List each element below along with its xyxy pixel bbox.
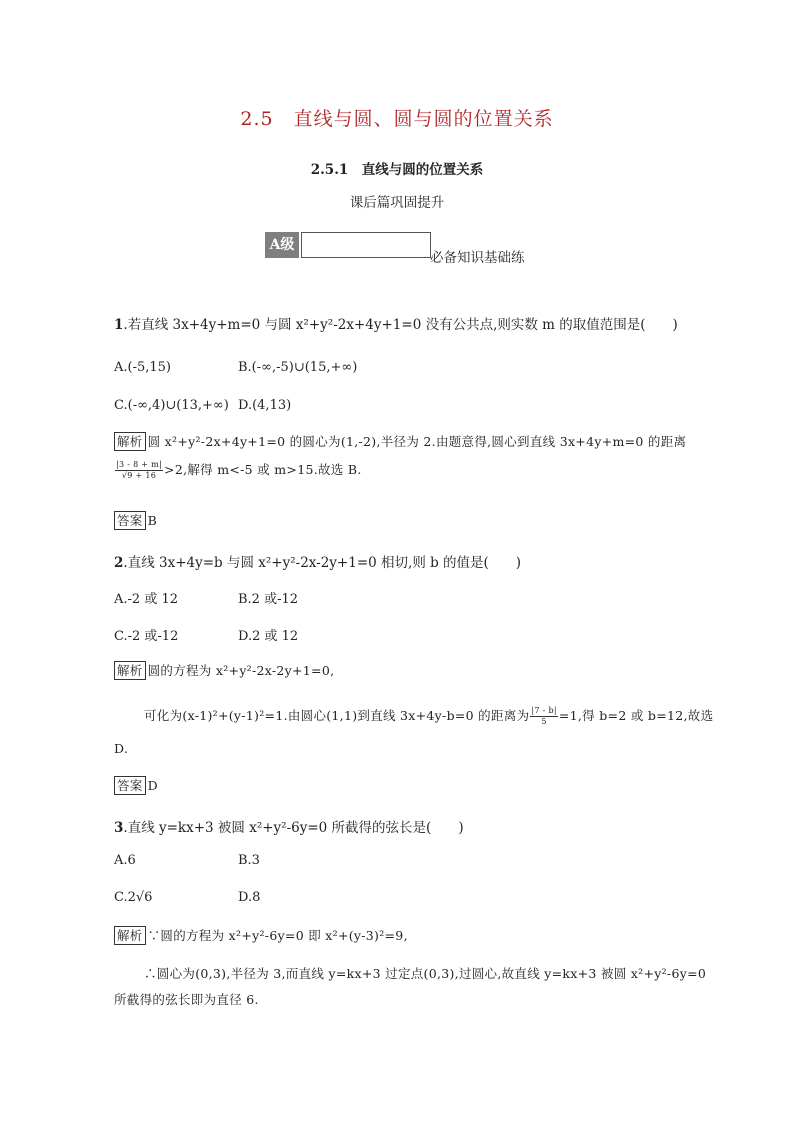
analysis-text: 可化为(x-1)²+(y-1)²=1.由圆心(1,1)到直线 3x+4y-b=0 的距离为 — [144, 708, 530, 723]
subheading: 课后篇巩固提升 — [349, 195, 445, 211]
q3-analysis-line3: 所截得的弦长即为直径 6. — [114, 992, 259, 1007]
answer-tag: 答案 — [114, 776, 146, 795]
level-label: A级 — [265, 232, 299, 258]
analysis-text: =1,得 b=2 或 b=12,故选 — [558, 708, 714, 723]
q2-option-c: C.-2 或-12 — [114, 629, 179, 644]
level-box — [265, 232, 429, 258]
q3-option-b: B.3 — [238, 853, 260, 868]
question-2-stem — [114, 551, 521, 571]
analysis-tag: 解析 — [114, 432, 146, 451]
q2-analysis-line1 — [114, 661, 334, 680]
fraction-denominator: √9 + 16 — [121, 471, 157, 480]
level-blank — [301, 232, 431, 258]
q2-answer — [114, 776, 158, 795]
question-number: 1 — [114, 317, 124, 333]
chapter-title: 2.5 直线与圆、圆与圆的位置关系 — [240, 108, 554, 130]
analysis-text: 圆 x²+y²-2x+4y+1=0 的圆心为(1,-2),半径为 2.由题意得,圆心到直线 3x+4y+m=0 的距离 — [147, 434, 687, 449]
q1-option-a: A.(-5,15) — [114, 360, 172, 375]
q3-analysis-line1 — [114, 926, 408, 945]
q2-option-b: B.2 或-12 — [238, 592, 299, 607]
question-text: .若直线 3x+4y+m=0 与圆 x²+y²-2x+4y+1=0 没有公共点,则实数 m 的取值范围是( ) — [123, 317, 678, 333]
q1-answer — [114, 511, 157, 530]
q2-option-d: D.2 或 12 — [238, 629, 299, 644]
analysis-text: >2,解得 m<-5 或 m>15.故选 B. — [164, 462, 362, 477]
level-text: 必备知识基础练 — [430, 250, 525, 266]
fraction-numerator: |7 - b| — [531, 706, 557, 715]
q1-analysis-line1 — [114, 432, 686, 451]
answer-value: B — [147, 513, 158, 528]
distance-fraction — [530, 706, 558, 727]
fraction-numerator: |3 - 8 + m| — [116, 460, 163, 469]
answer-value: D — [147, 778, 158, 793]
question-text: .直线 y=kx+3 被圆 x²+y²-6y=0 所截得的弦长是( ) — [123, 820, 464, 836]
question-text: .直线 3x+4y=b 与圆 x²+y²-2x-2y+1=0 相切,则 b 的值是( ) — [123, 555, 522, 571]
question-3-stem — [114, 816, 464, 836]
analysis-tag: 解析 — [114, 661, 146, 680]
q3-option-c: C.2√6 — [114, 890, 153, 905]
analysis-text: 圆的方程为 x²+y²-2x-2y+1=0, — [147, 663, 335, 678]
question-number: 3 — [114, 820, 124, 836]
q2-analysis-line2 — [144, 706, 713, 727]
q3-option-a: A.6 — [114, 853, 136, 868]
answer-tag: 答案 — [114, 511, 146, 530]
q1-analysis-line2 — [114, 460, 362, 481]
q3-analysis-line2: ∴圆心为(0,3),半径为 3,而直线 y=kx+3 过定点(0,3),过圆心,故直线 y=kx+3 被圆 x²+y²-6y=0 — [144, 966, 707, 981]
q2-option-a: A.-2 或 12 — [114, 592, 178, 607]
q1-option-b: B.(-∞,-5)∪(15,+∞) — [238, 360, 358, 375]
analysis-text: ∵圆的方程为 x²+y²-6y=0 即 x²+(y-3)²=9, — [147, 928, 408, 943]
question-1-stem — [114, 313, 678, 333]
q1-option-c: C.(-∞,4)∪(13,+∞) — [114, 398, 229, 413]
q1-option-d: D.(4,13) — [238, 398, 292, 413]
distance-fraction — [115, 460, 163, 481]
question-number: 2 — [114, 555, 124, 571]
q2-analysis-line3: D. — [114, 741, 129, 756]
q3-option-d: D.8 — [238, 890, 261, 905]
fraction-denominator: 5 — [541, 717, 547, 726]
section-title: 2.5.1 直线与圆的位置关系 — [310, 162, 484, 178]
analysis-tag: 解析 — [114, 926, 146, 945]
